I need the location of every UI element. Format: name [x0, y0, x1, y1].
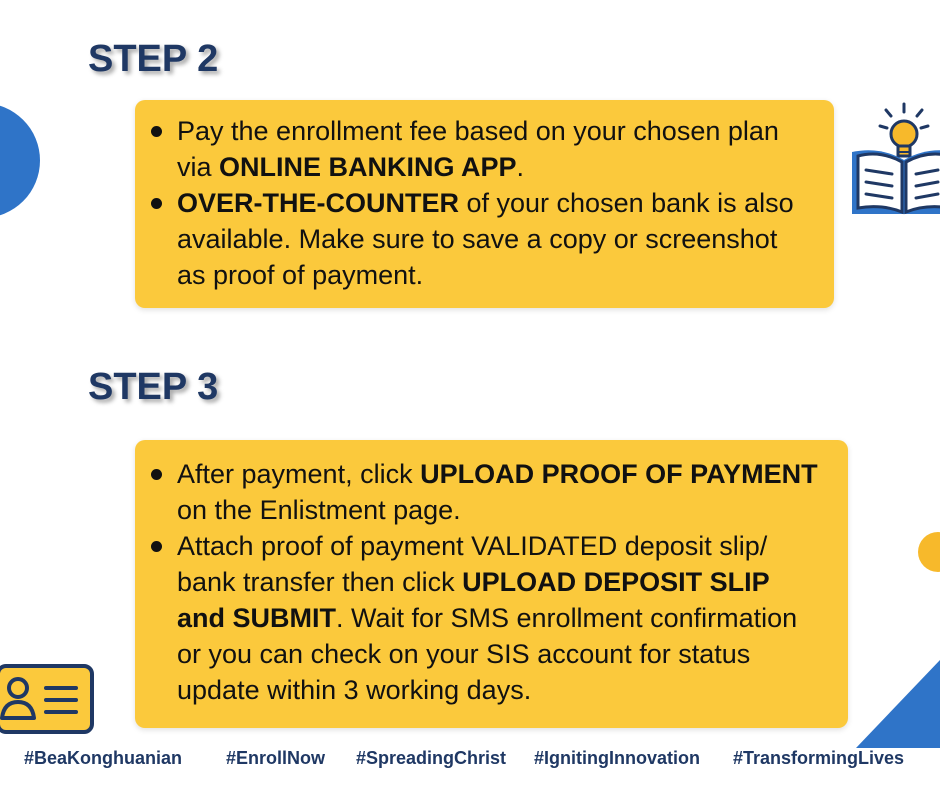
step-2-card — [135, 100, 834, 308]
bullet-icon — [151, 541, 162, 552]
decorative-blue-triangle — [856, 660, 940, 748]
id-card-icon — [0, 664, 96, 734]
hashtag-transforming-lives: #TransformingLives — [733, 748, 905, 768]
step-2-bullet-list — [135, 113, 810, 293]
bullet-icon — [151, 198, 162, 209]
open-book-lightbulb-icon — [846, 100, 940, 224]
step-2-bullet-2: OVER-THE-COUNTER of your chosen bank is also available. Make sure to save a copy or screenshot as proof of payment. — [135, 185, 810, 293]
hashtag-spreading-christ: #SpreadingChrist — [356, 748, 507, 768]
hashtag-igniting-innovation: #IgnitingInnovation — [534, 748, 700, 768]
step-2-bullet-1: Pay the enrollment fee based on your chosen plan via ONLINE BANKING APP. — [135, 113, 810, 185]
step-2-title: STEP 2 — [88, 38, 219, 80]
step-3-title: STEP 3 — [88, 366, 219, 408]
bullet-icon — [151, 469, 162, 480]
decorative-blue-circle — [0, 103, 40, 218]
bullet-icon — [151, 126, 162, 137]
step-3-bullet-1: After payment, click UPLOAD PROOF OF PAYMENT on the Enlistment page. — [135, 456, 822, 528]
step-3-bullet-2: Attach proof of payment VALIDATED deposit slip/ bank transfer then click UPLOAD DEPOSIT SLIP and SUBMIT. Wait for SMS enrollment confirmation or you can check on your SIS account for status update within 3 working days. — [135, 528, 822, 708]
step-3-card — [135, 440, 848, 728]
decorative-yellow-circle — [918, 532, 940, 572]
hashtag-footer — [0, 748, 940, 778]
hashtag-enroll-now: #EnrollNow — [226, 748, 326, 768]
hashtag-bea-konghuanian: #BeaKonghuanian — [24, 748, 183, 768]
step-3-bullet-list — [135, 456, 822, 708]
